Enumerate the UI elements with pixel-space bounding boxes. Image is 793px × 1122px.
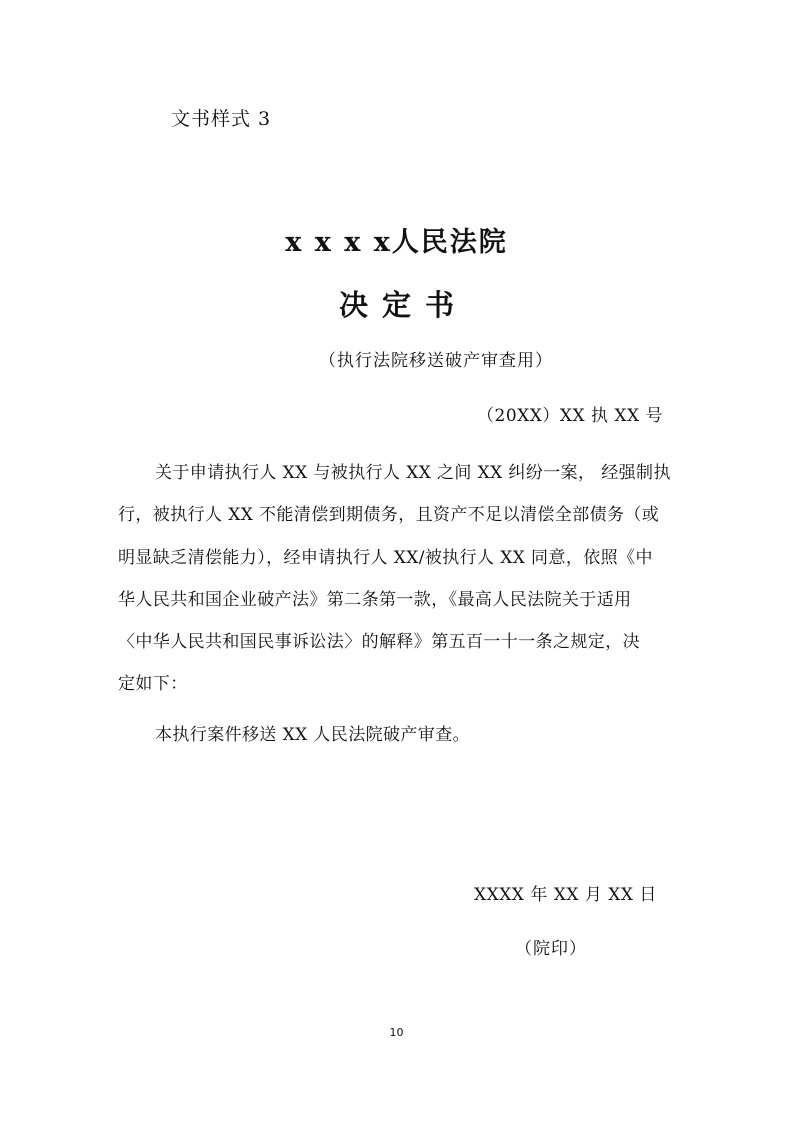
document-subtitle: （执行法院移送破产审查用） [319,351,553,371]
document-title: 决定书 [338,288,468,322]
body-line: 明显缺乏清偿能力），经申请执行人 XX/被执行人 XX 同意，依照《中 [118,548,653,568]
body-line: 关于申请执行人 XX 与被执行人 XX 之间 XX 纠纷一案， 经强制执 [155,463,671,483]
body-line: 定如下： [118,674,188,694]
date-line: XXXX 年 XX 月 XX 日 [474,885,657,905]
court-seal-placeholder: （院印） [515,939,587,959]
form-label: 文书样式 3 [171,108,272,130]
court-name-heading: x x x x人民法院 [285,227,508,258]
body-line: 行，被执行人 XX 不能清偿到期债务，且资产不足以清偿全部债务（或 [118,505,660,525]
case-number: （20XX）XX 执 XX 号 [477,406,663,426]
body-line: 华人民共和国企业破产法》第二条第一款，《最高人民法院关于适用 [118,590,632,610]
page-number: 10 [389,1026,404,1039]
body-line: 〈中华人民共和国民事诉讼法〉的解释》第五百一十一条之规定，决 [118,632,640,652]
decision-paragraph: 本执行案件移送 XX 人民法院破产审查。 [155,725,471,745]
